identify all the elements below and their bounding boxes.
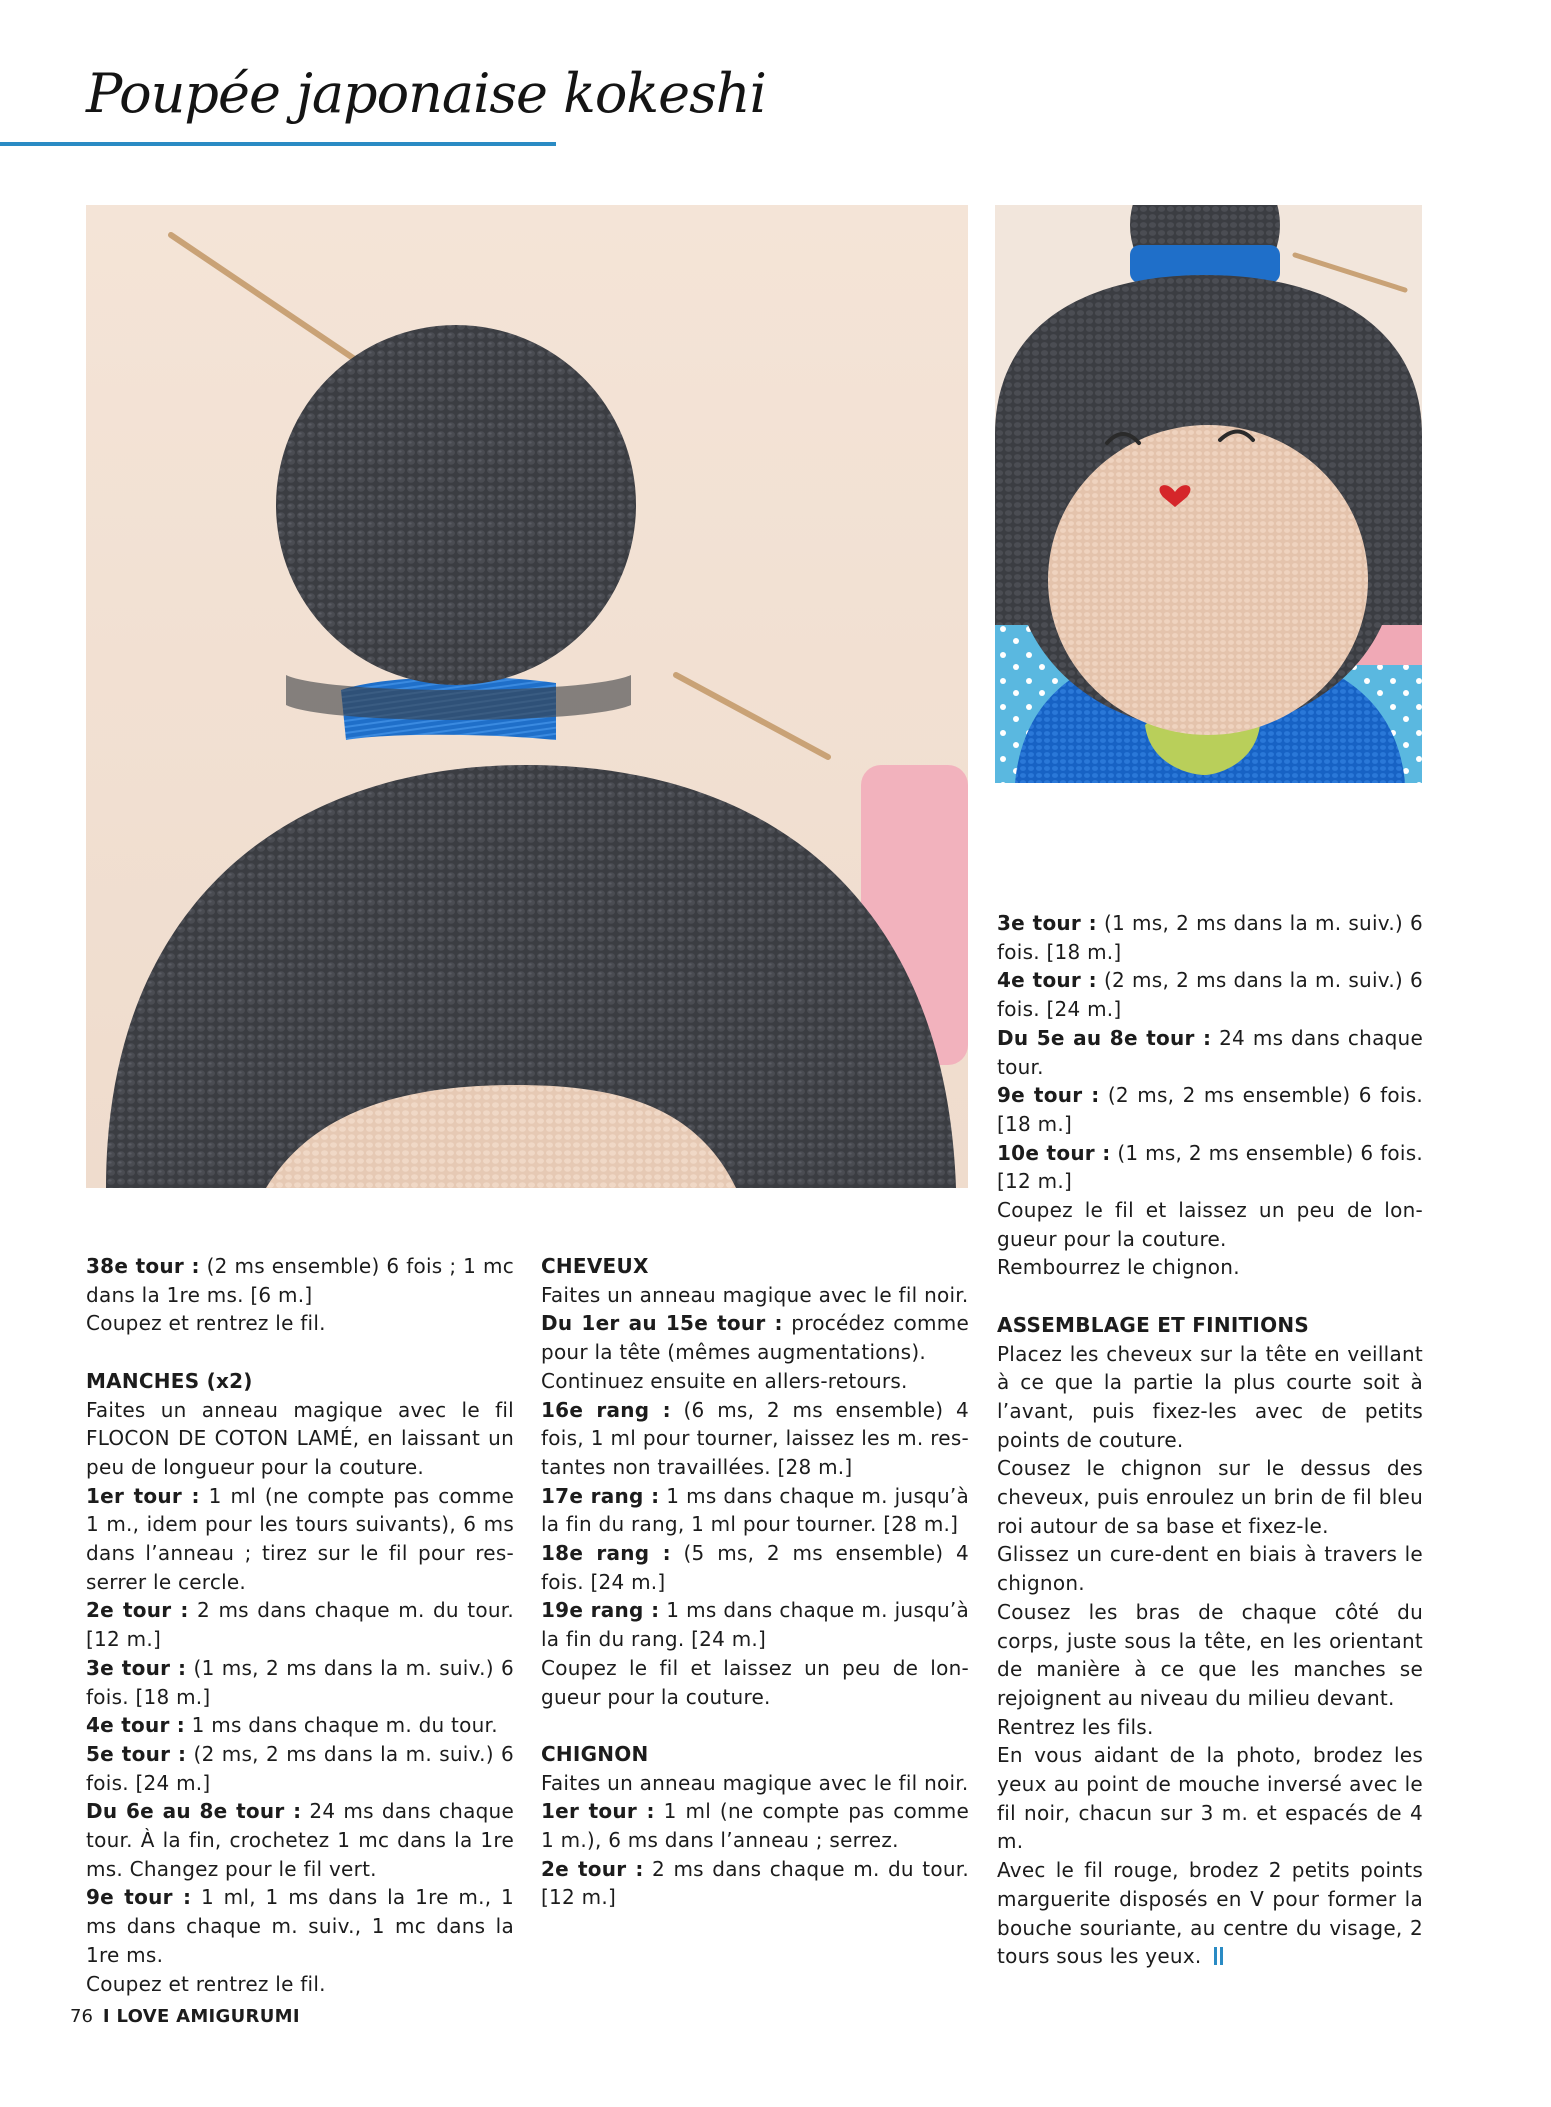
paragraph: Faites un anneau magique avec le fil FLOCON DE COTON LAMÉ, en laissant un peu de longueur pour la couture.: [86, 1397, 514, 1479]
paragraph: Faites un anneau magique avec le fil noir.: [541, 1770, 969, 1795]
page-footer: [70, 2006, 300, 2027]
text-column-1: [86, 1252, 514, 1998]
round-label: 16e rang :: [541, 1397, 671, 1422]
instruction-text: 2 ms dans chaque m. du tour. [12 m.]: [86, 1598, 514, 1652]
instruction-text: (1 ms, 2 ms dans la m. suiv.) 6 fois. [18 m.]: [86, 1655, 514, 1709]
paragraph: [86, 1797, 514, 1883]
paragraph: [541, 1396, 969, 1482]
round-label: 2e tour :: [86, 1598, 189, 1623]
round-label: 5e tour :: [86, 1741, 187, 1766]
section-heading-chignon: CHIGNON: [541, 1741, 649, 1766]
instruction-text: (2 ms, 2 ms dans la m. suiv.) 6 fois. [24 m.]: [997, 968, 1423, 1022]
paragraph: [86, 1596, 514, 1653]
round-label: 1er tour :: [86, 1483, 200, 1508]
instruction-text: Avec le fil rouge, brodez 2 petits points marguerite disposés en V pour former la bouche souriante, au centre du visage, 2 tours sous les yeux.: [997, 1858, 1423, 1969]
paragraph: Coupez le fil et laissez un peu de lon-gueur pour la couture.: [997, 1198, 1423, 1251]
paragraph: [86, 1252, 514, 1309]
paragraph: [541, 1539, 969, 1596]
section-heading-manches: MANCHES (x2): [86, 1368, 253, 1393]
instruction-text: (5 ms, 2 ms ensemble) 4 fois. [24 m.]: [541, 1541, 969, 1594]
instruction-text: procédez comme pour la tête (mêmes augmentations).: [541, 1311, 970, 1365]
instruction-text: 24 ms dans chaque tour. À la fin, crochetez 1 mc dans la 1re ms. Changez pour le fil vert.: [86, 1799, 515, 1881]
paragraph: [86, 1883, 514, 1969]
page-title: Poupée japonaise kokeshi: [86, 62, 766, 125]
paragraph: Rembourrez le chignon.: [997, 1255, 1240, 1280]
instruction-text: (2 ms, 2 ms dans la m. suiv.) 6 fois. [24 m.]: [86, 1741, 514, 1795]
paragraph: [86, 1654, 514, 1711]
instruction-text: 1 ms dans chaque m. du tour.: [185, 1713, 498, 1738]
text-column-2: [541, 1252, 969, 1912]
paragraph: Cousez le chignon sur le dessus des cheveux, puis enroulez un brin de fil bleu roi autour de sa base et fixez-le.: [997, 1456, 1423, 1538]
title-underline: [0, 142, 556, 146]
paragraph: [997, 1024, 1423, 1081]
page-number: 76: [70, 2006, 93, 2027]
instruction-text: 2 ms dans chaque m. du tour. [12 m.]: [541, 1856, 969, 1910]
paragraph: Glissez un cure-dent en biais à travers le chignon.: [997, 1542, 1423, 1596]
paragraph: Coupez et rentrez le fil.: [86, 1971, 326, 1996]
paragraph: [86, 1482, 514, 1597]
end-of-article-icon: [1214, 1947, 1223, 1965]
instruction-text: (2 ms, 2 ms ensemble) 6 fois. [18 m.]: [997, 1083, 1423, 1136]
text-column-3: [997, 909, 1423, 1971]
spacer: [997, 1282, 1423, 1311]
paragraph: Coupez et rentrez le fil.: [86, 1311, 326, 1336]
instruction-text: 1 ml (ne compte pas comme 1 m.), 6 ms dans l’anneau ; serrez.: [541, 1799, 970, 1853]
instruction-text: (2 ms ensemble) 6 fois ; 1 mc dans la 1re ms. [6 m.]: [86, 1254, 514, 1307]
section-heading-assemblage: ASSEMBLAGE ET FINITIONS: [997, 1312, 1309, 1337]
instruction-text: 1 ml (ne compte pas comme 1 m., idem pour les tours suivants), 6 ms dans l’anneau ; tirez sur le fil pour res-serrer le cercle.: [86, 1483, 515, 1594]
paragraph: Rentrez les fils.: [997, 1714, 1154, 1739]
paragraph: [997, 909, 1423, 966]
round-label: 18e rang :: [541, 1541, 671, 1566]
round-label: 3e tour :: [86, 1655, 187, 1680]
round-label: 17e rang :: [541, 1483, 660, 1508]
main-photo: [86, 205, 968, 1188]
spacer: [86, 1338, 514, 1367]
paragraph: [541, 1797, 969, 1854]
paragraph: [541, 1482, 969, 1539]
paragraph: [86, 1740, 514, 1797]
round-label: 9e tour :: [86, 1885, 192, 1910]
round-label: 3e tour :: [997, 911, 1097, 935]
round-label: 9e tour :: [997, 1083, 1100, 1108]
paragraph: Cousez les bras de chaque côté du corps, juste sous la tête, en les orientant de manière à ce que les manches se rejoignent au niveau du milieu devant.: [997, 1599, 1423, 1710]
instruction-text: (1 ms, 2 ms ensemble) 6 fois. [12 m.]: [997, 1140, 1423, 1194]
instruction-text: 1 ms dans chaque m. jusqu’à la fin du rang, 1 ml pour tourner. [28 m.]: [541, 1483, 969, 1537]
paragraph: [997, 1139, 1423, 1196]
round-label: Du 5e au 8e tour :: [997, 1025, 1212, 1050]
paragraph: [541, 1309, 969, 1366]
instruction-text: 24 ms dans chaque tour.: [997, 1025, 1424, 1079]
instruction-text: 1 ml, 1 ms dans la 1re m., 1 ms dans chaque m. suiv., 1 mc dans la 1re ms.: [86, 1885, 514, 1967]
instruction-text: (6 ms, 2 ms ensemble) 4 fois, 1 ml pour tourner, laissez les m. res-tantes non travaillées. [28 m.]: [541, 1397, 969, 1479]
instruction-text: (1 ms, 2 ms dans la m. suiv.) 6 fois. [18 m.]: [997, 911, 1423, 964]
round-label: 1er tour :: [541, 1799, 655, 1824]
round-label: 2e tour :: [541, 1856, 644, 1881]
paragraph: En vous aidant de la photo, brodez les yeux au point de mouche inversé avec le fil noir, chacun sur 3 m. et espacés de 4 m.: [997, 1743, 1423, 1854]
round-label: 4e tour :: [86, 1713, 186, 1738]
round-label: 10e tour :: [997, 1140, 1111, 1165]
paragraph: Placez les cheveux sur la tête en veillant à ce que la partie la plus courte soit à l’avant, puis fixez-les avec de petits points de couture.: [997, 1341, 1423, 1452]
round-label: Du 6e au 8e tour :: [86, 1799, 302, 1824]
paragraph: Continuez ensuite en allers-retours.: [541, 1368, 908, 1393]
paragraph: Faites un anneau magique avec le fil noir.: [541, 1282, 969, 1307]
paragraph: Coupez le fil et laissez un peu de lon-gueur pour la couture.: [541, 1655, 969, 1709]
spacer: [541, 1711, 969, 1740]
round-label: 4e tour :: [997, 968, 1097, 993]
paragraph: [997, 1856, 1423, 1971]
round-label: 19e rang :: [541, 1598, 660, 1623]
round-label: 38e tour :: [86, 1254, 200, 1278]
paragraph: [997, 1081, 1423, 1138]
magazine-name: I LOVE AMIGURUMI: [102, 2006, 300, 2027]
side-photo: [995, 205, 1422, 783]
section-heading-cheveux: CHEVEUX: [541, 1254, 649, 1278]
paragraph: [541, 1855, 969, 1912]
paragraph: [86, 1711, 514, 1740]
round-label: Du 1er au 15e tour :: [541, 1311, 783, 1336]
paragraph: [541, 1596, 969, 1653]
paragraph: [997, 966, 1423, 1023]
instruction-text: 1 ms dans chaque m. jusqu’à la fin du rang. [24 m.]: [541, 1598, 969, 1652]
